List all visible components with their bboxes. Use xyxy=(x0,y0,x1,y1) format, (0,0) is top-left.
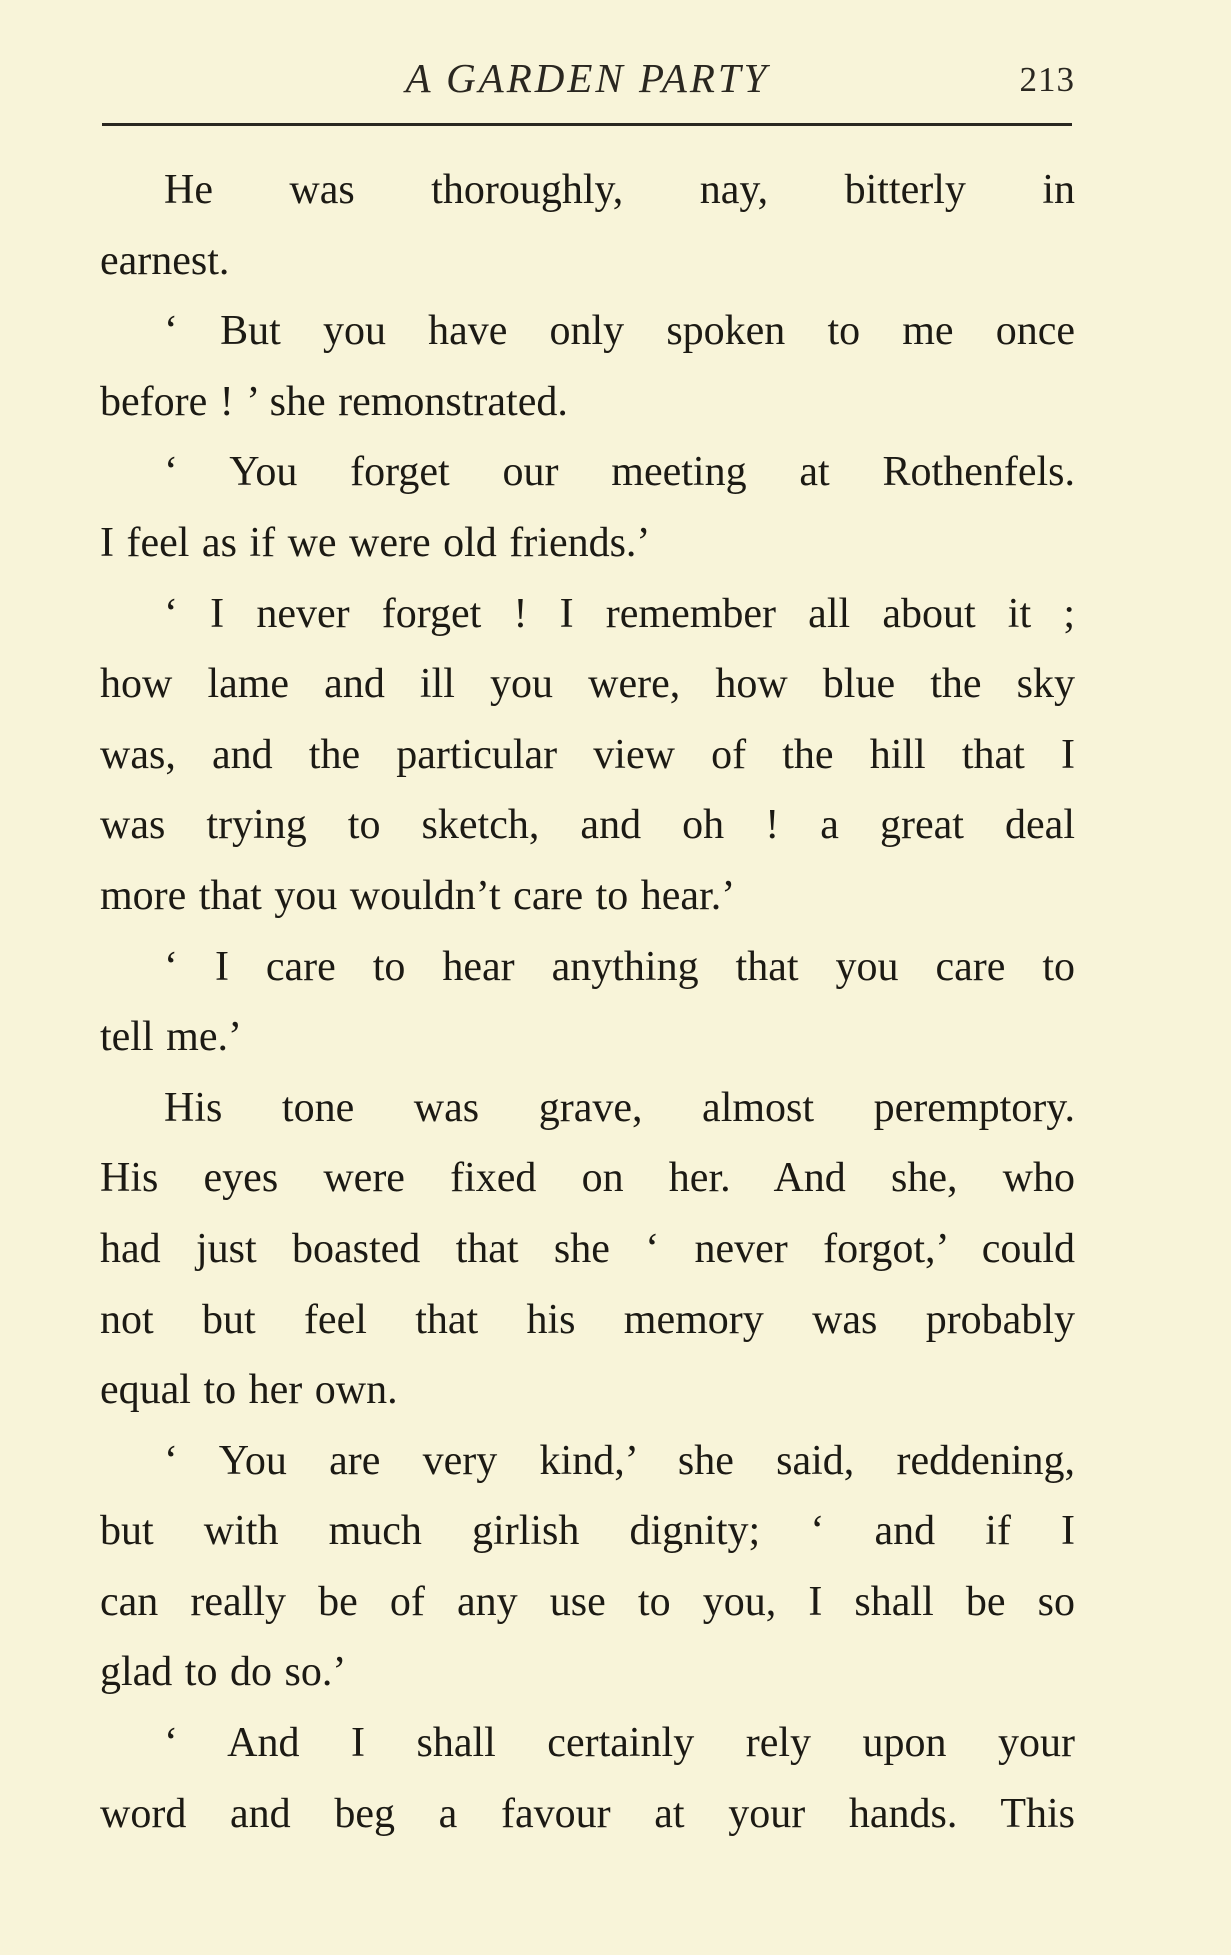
text-line: ‘ You forget our meeting at Rothenfels. xyxy=(164,449,1075,496)
text-line: earnest. xyxy=(100,237,230,284)
text-line: ‘ I never forget ! I remember all about it ; xyxy=(164,590,1075,637)
text-line: had just boasted that she ‘ never forgot,’ could xyxy=(100,1225,1075,1272)
text-line: His tone was grave, almost peremptory. xyxy=(164,1084,1075,1131)
text-line: ‘ And I shall certainly rely upon your xyxy=(164,1720,1075,1767)
text-line: more that you wouldn’t care to hear.’ xyxy=(100,872,736,919)
text-line: glad to do so.’ xyxy=(100,1649,347,1696)
text-line: not but feel that his memory was probably xyxy=(100,1296,1075,1343)
text-line: word and beg a favour at your hands. This xyxy=(100,1790,1075,1837)
text-line: tell me.’ xyxy=(100,1014,242,1061)
text-line: before ! ’ she remonstrated. xyxy=(100,378,568,425)
text-line: ‘ You are very kind,’ she said, reddening, xyxy=(164,1437,1075,1484)
text-line: ‘ I care to hear anything that you care to xyxy=(164,943,1075,990)
header-rule xyxy=(102,123,1072,126)
text-line: was trying to sketch, and oh ! a great deal xyxy=(100,802,1075,849)
text-line: He was thoroughly, nay, bitterly in xyxy=(164,167,1075,213)
page-number: 213 xyxy=(1019,60,1075,99)
page-header xyxy=(100,48,1075,108)
text-line: equal to her own. xyxy=(100,1367,398,1414)
text-line: but with much girlish dignity; ‘ and if I xyxy=(100,1508,1075,1555)
running-title: A GARDEN PARTY xyxy=(405,55,770,101)
text-line: can really be of any use to you, I shall be so xyxy=(100,1578,1075,1625)
text-line: was, and the particular view of the hill that I xyxy=(100,731,1075,778)
body-text xyxy=(100,155,1075,1849)
text-line: ‘ But you have only spoken to me once xyxy=(164,308,1075,355)
text-line: how lame and ill you were, how blue the sky xyxy=(100,661,1075,708)
text-line: I feel as if we were old friends.’ xyxy=(100,519,651,566)
text-line: His eyes were fixed on her. And she, who xyxy=(100,1155,1075,1202)
